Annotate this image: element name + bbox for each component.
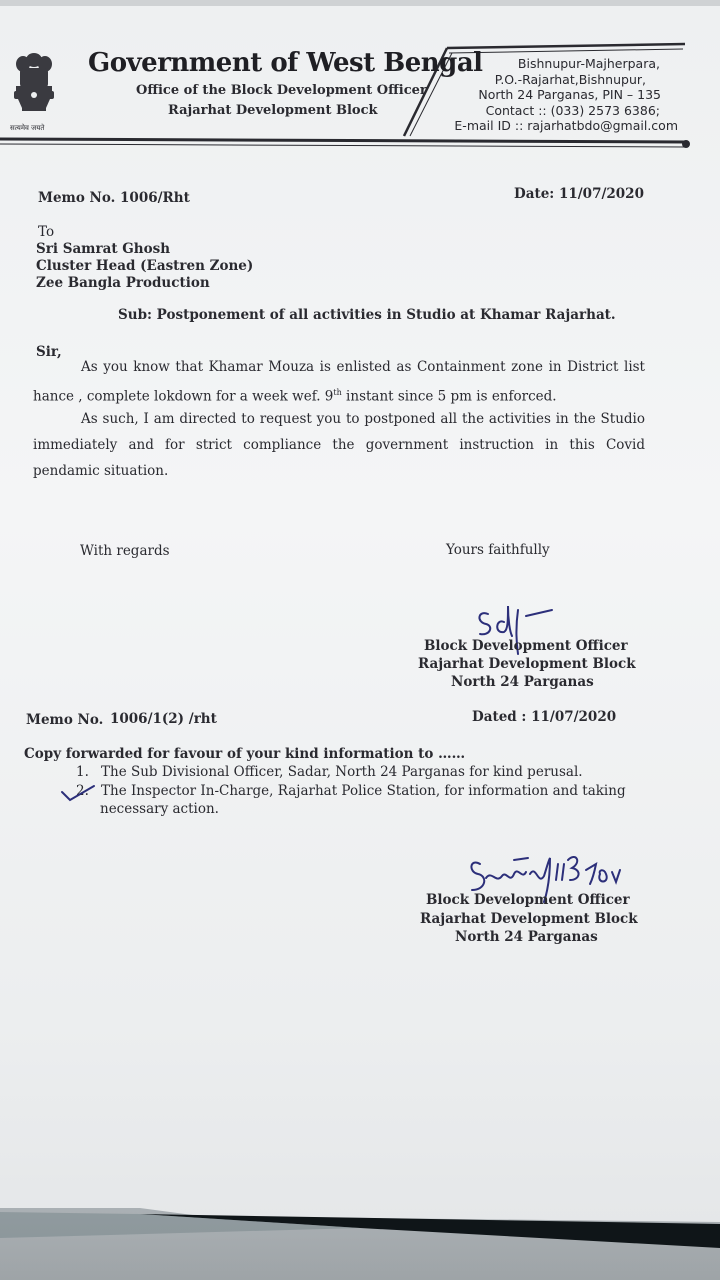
bottom-edge — [0, 1208, 720, 1280]
signatory-district: North 24 Parganas — [451, 674, 594, 690]
copy-memo-date: Dated : 11/07/2020 — [472, 709, 617, 725]
copy-item-2: The Inspector In-Charge, Rajarhat Police Station, for information and taking — [101, 783, 626, 799]
copy-memo-label: Memo No. — [26, 712, 104, 728]
para1-sup: th — [333, 388, 342, 397]
email-line: E-mail ID :: rajarhatbdo@gmail.com — [454, 118, 678, 133]
emblem-caption: सत्यमेव जयते — [10, 124, 45, 132]
body-paragraph-2: As such, I am directed to request you to postponed all the activities in the Studio immediately and for strict compliance the government instruction in this Covid pendamic situation. — [33, 411, 645, 479]
salutation: Sir, — [36, 344, 62, 360]
para1-text-b: instant since 5 pm is enforced. — [341, 388, 557, 405]
letterhead-block: Rajarhat Development Block — [168, 103, 378, 118]
subject-line: Sub: Postponement of all activities in Studio at Khamar Rajarhat. — [118, 307, 616, 323]
address-line: Bishnupur-Majherpara, — [517, 56, 660, 71]
address-line: Contact :: (033) 2573 6386; — [485, 102, 660, 118]
letterhead-title: Government of West Bengal — [88, 48, 483, 78]
closing-faithfully: Yours faithfully — [446, 542, 550, 558]
copy-item-2-cont: necessary action. — [100, 801, 219, 817]
bdo-district: North 24 Parganas — [455, 929, 598, 945]
checkmark-icon — [58, 782, 98, 804]
copy-item-1-number: 1. — [76, 764, 89, 780]
signatory-title: Block Development Officer — [424, 638, 628, 654]
signatory-block: Rajarhat Development Block — [418, 656, 636, 672]
address-line: North 24 Parganas, PIN – 135 — [478, 87, 661, 102]
copy-memo-number: 1006/1(2) /rht — [110, 711, 217, 727]
copy-item-1: The Sub Divisional Officer, Sadar, North 24 Parganas for kind perusal. — [101, 764, 583, 780]
recipient-org: Zee Bangla Production — [36, 275, 210, 291]
para1-text-a: As you know that Khamar Mouza is enlisted as Containment zone in District list hance , complete lokdown for a week wef. 9 — [33, 359, 645, 405]
recipient-to: To — [38, 224, 55, 240]
closing-regards: With regards — [80, 543, 170, 559]
address-line: P.O.-Rajarhat,Bishnupur, — [494, 71, 646, 87]
top-edge — [0, 0, 720, 6]
letterhead-office: Office of the Block Development Officer — [136, 83, 427, 98]
copy-item-2-number: 2. — [76, 783, 89, 799]
letterhead-address — [446, 56, 696, 134]
bdo-title: Block Development Officer — [426, 892, 630, 908]
copy-forwarded-text: Copy forwarded for favour of your kind information to …… — [24, 746, 466, 762]
recipient-designation: Cluster Head (Eastren Zone) — [36, 258, 254, 274]
recipient-name: Sri Samrat Ghosh — [36, 241, 171, 257]
memo-date: Date: 11/07/2020 — [514, 186, 644, 202]
bdo-block: Rajarhat Development Block — [420, 911, 638, 927]
memo-number: Memo No. 1006/Rht — [38, 190, 190, 206]
body-paragraph-1 — [33, 354, 645, 410]
